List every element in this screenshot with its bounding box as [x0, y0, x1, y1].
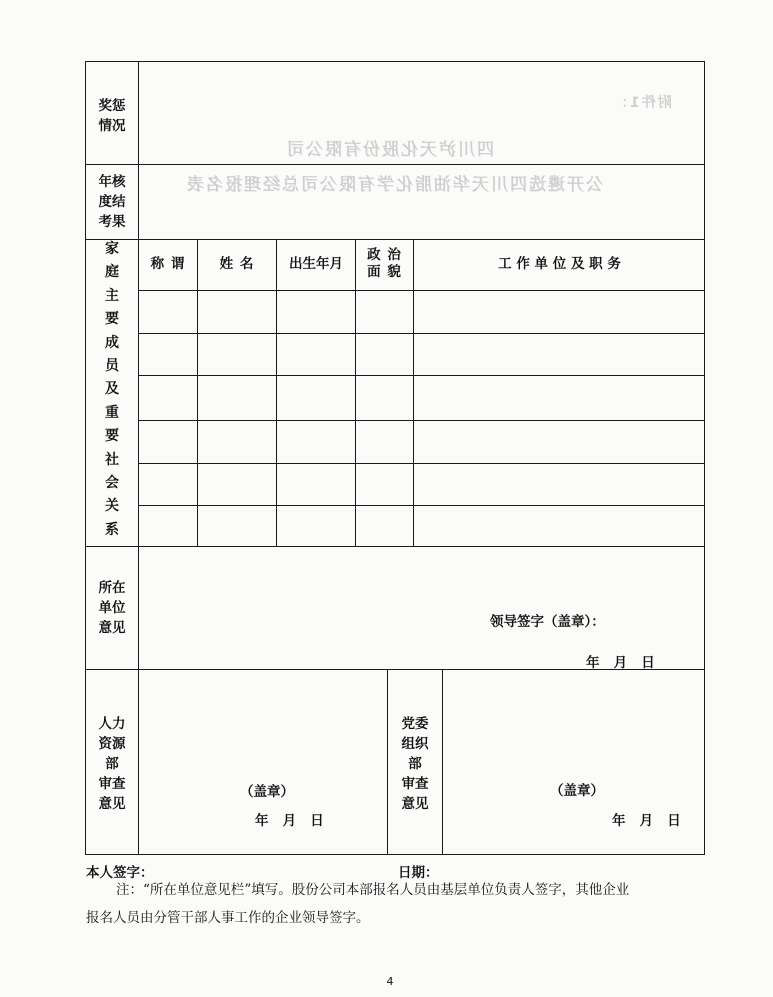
header-birth: 出生年月	[289, 256, 343, 272]
bleed-title: 公开遴选四川天华油脂化学有限公司总经理报名表	[185, 175, 603, 195]
party-opinion-date: 年 月 日	[612, 813, 681, 829]
rule-v	[355, 239, 356, 546]
rule-h	[85, 239, 705, 240]
rule-v	[442, 669, 443, 855]
hr-opinion-date: 年 月 日	[255, 813, 324, 829]
rule-v	[197, 239, 198, 546]
party-opinion-label: 党委 组织 部 审查 意见	[401, 716, 429, 812]
rewards-label: 奖惩 情况	[98, 98, 126, 134]
header-political: 政 治 面 貌	[367, 247, 402, 280]
bleed-attachment: 附件1：	[612, 95, 672, 111]
header-relation: 称 谓	[150, 256, 186, 272]
self-signature-label: 本人签字：	[86, 865, 154, 881]
hr-opinion-label: 人力 资源 部 审查 意见	[98, 716, 126, 812]
rule-h	[85, 164, 705, 165]
page-number: 4	[386, 975, 394, 988]
unit-opinion-date: 年 月 日	[586, 655, 655, 671]
bleed-company: 四川泸天化股份有限公司	[285, 140, 494, 160]
note-line-2: 报名人员由分管干部人事工作的企业领导签字。	[86, 910, 370, 926]
unit-opinion-label: 所在 单位 意见	[98, 580, 126, 636]
rule-v	[138, 61, 139, 855]
leader-signature-label: 领导签字（盖章）：	[490, 614, 605, 630]
rule-h	[138, 375, 705, 376]
rule-h	[85, 546, 705, 547]
rule-h	[138, 420, 705, 421]
header-name: 姓 名	[219, 256, 255, 272]
rule-v	[276, 239, 277, 546]
note-line-1: 注：“所在单位意见栏”填写。股份公司本部报名人员由基层单位负责人签字，其他企业	[116, 882, 630, 898]
header-work: 工 作 单 位 及 职 务	[498, 256, 621, 272]
family-relations-label: 家 庭 主 要 成 员 及 重 要 社 会 关 系	[105, 241, 119, 538]
rule-h	[138, 505, 705, 506]
rule-h	[138, 463, 705, 464]
party-seal: （盖章）	[550, 783, 604, 799]
rule-h	[138, 333, 705, 334]
rule-h	[138, 290, 705, 291]
assessment-label: 年核 度结 考果	[98, 174, 126, 230]
date-label: 日期：	[398, 865, 439, 881]
rule-v	[413, 239, 414, 546]
hr-seal: （盖章）	[240, 784, 294, 800]
